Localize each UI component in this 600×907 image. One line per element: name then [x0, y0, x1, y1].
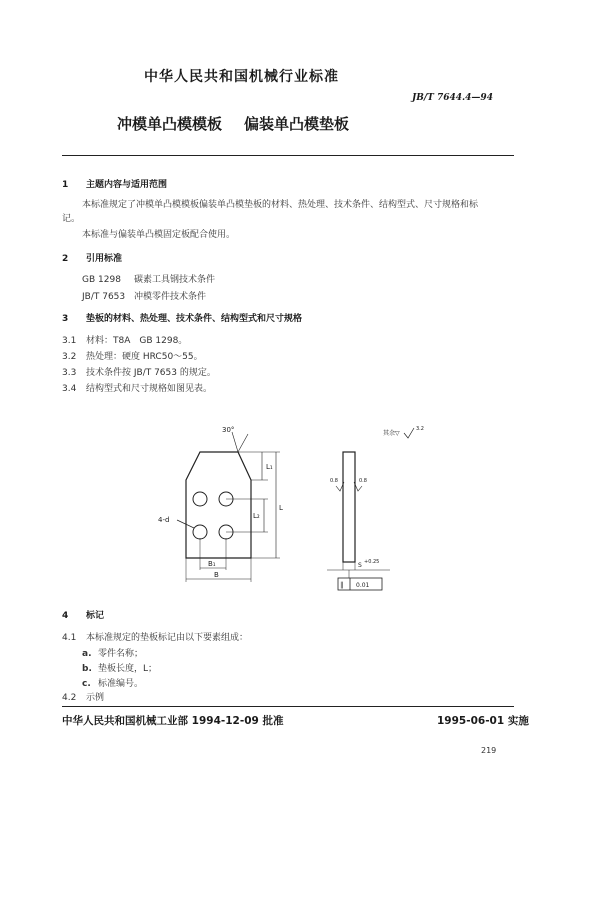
- header-organization: 中华人民共和国机械行业标准: [144, 69, 339, 85]
- section-1-para1-line2: 记。: [62, 214, 81, 224]
- dim-B-label: B: [214, 571, 219, 579]
- hole-icon: [193, 525, 207, 539]
- dim-B1-label: B₁: [208, 560, 216, 568]
- section-3-item: 3.2 热处理：硬度 HRC50～55。: [62, 352, 203, 362]
- flatness-symbol: ∥: [340, 581, 344, 589]
- section-3-item: 3.3 技术条件按 JB/T 7653 的规定。: [62, 368, 216, 378]
- title-part1: 冲模单凸模模板: [117, 115, 223, 133]
- approval-line: 中华人民共和国机械工业部 1994-12-09 批准: [62, 715, 284, 727]
- thickness-tolerance: +0.25: [364, 559, 380, 565]
- footer-rule: [62, 706, 514, 707]
- roughness-rest-label: 其余▽: [383, 430, 400, 437]
- dim-L2-label: L₂: [253, 512, 260, 520]
- section-1-para2: 本标准与偏装单凸模固定板配合使用。: [82, 230, 236, 240]
- header-rule: [62, 155, 514, 156]
- implementation-date: 1995-06-01 实施: [437, 715, 529, 727]
- page-number: 219: [481, 746, 497, 755]
- marking-element: a. 零件名称；: [82, 649, 144, 659]
- section-4-title: 标记: [86, 611, 105, 621]
- dim-L1-label: L₁: [266, 463, 273, 471]
- plate-side-view: [343, 452, 355, 562]
- angle-leader: [238, 434, 248, 452]
- section-2-title: 引用标准: [86, 254, 123, 264]
- marking-element: b. 垫板长度，L；: [82, 664, 158, 674]
- section-3-item: 3.1 材料：T8A GB 1298。: [62, 336, 188, 346]
- section-2-heading: 2 引用标准: [62, 254, 123, 264]
- flatness-value: 0.01: [356, 582, 370, 589]
- roughness-right-value: 0.8: [359, 478, 367, 484]
- reference-item: JB/T 7653 冲模零件技术条件: [82, 292, 207, 302]
- section-4-item-2: 4.2 示例: [62, 693, 105, 703]
- marking-element: c. 标准编号。: [82, 679, 144, 689]
- roughness-rest-value: 3.2: [416, 426, 424, 432]
- angle-label: 30°: [222, 426, 235, 434]
- standard-code: JB/T 7644.4—94: [412, 93, 493, 103]
- title-part2: 偏装单凸模垫板: [244, 115, 350, 133]
- section-1-heading: 1 主题内容与适用范围: [62, 180, 168, 190]
- thickness-label: S: [358, 562, 362, 569]
- dim-L-label: L: [279, 504, 283, 512]
- hole-label: 4-d: [158, 516, 170, 524]
- section-4-item-1: 4.1 本标准规定的垫板标记由以下要素组成：: [62, 633, 249, 643]
- section-3-heading: 3 垫板的材料、热处理、技术条件、结构型式和尺寸规格: [62, 314, 303, 324]
- document-title: [117, 113, 349, 134]
- section-4-heading: 4 标记: [62, 611, 105, 621]
- roughness-left-value: 0.8: [330, 478, 338, 484]
- hole-icon: [193, 492, 207, 506]
- section-3-title: 垫板的材料、热处理、技术条件、结构型式和尺寸规格: [86, 314, 303, 324]
- reference-item: GB 1298 碳素工具钢技术条件: [82, 275, 216, 285]
- roughness-rest-icon: [404, 428, 414, 438]
- section-3-item: 3.4 结构型式和尺寸规格如图见表。: [62, 384, 213, 394]
- section-1-para1-line1: 本标准规定了冲模单凸模模板偏装单凸模垫板的材料、热处理、技术条件、结构型式、尺寸规格和标: [82, 200, 479, 210]
- angle-leader: [232, 432, 238, 452]
- technical-drawing: [150, 420, 450, 600]
- section-1-title: 主题内容与适用范围: [86, 180, 168, 190]
